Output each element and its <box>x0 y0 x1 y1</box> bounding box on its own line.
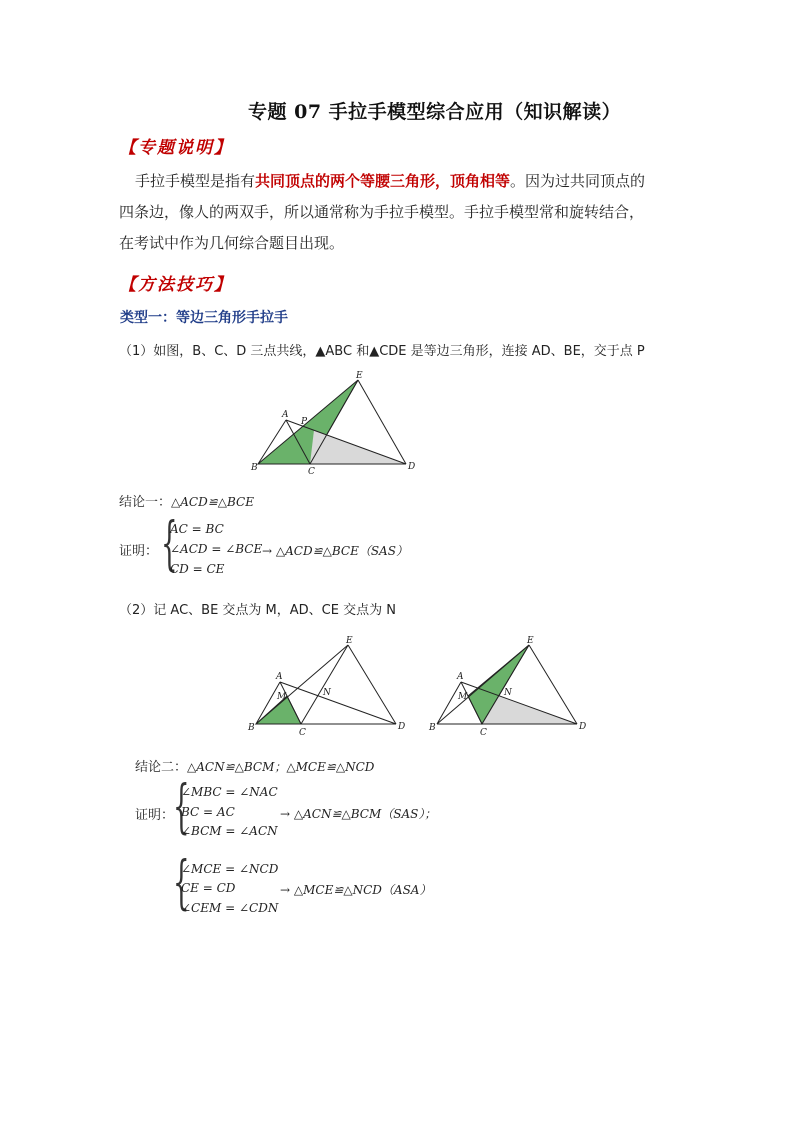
item-1-text: （1）如图，B、C、D 三点共线，▲ABC 和▲CDE 是等边三角形，连接 AD、BE，交于点 P <box>119 344 645 359</box>
fig3-label-d: D <box>579 722 587 732</box>
proof-2-label: 证明： <box>135 808 175 823</box>
intro-line-3: 在考试中作为几何综合题目出现。 <box>119 234 345 252</box>
figure-1-diagram <box>250 370 420 475</box>
proof-2b-line-2: CE = CD <box>181 881 236 895</box>
proof-2b-line-1: ∠MCE = ∠NCD <box>181 862 279 876</box>
fig1-label-p: P <box>301 417 308 427</box>
fig2-label-n: N <box>323 688 331 698</box>
proof-1-label: 证明： <box>119 544 159 559</box>
intro-line-1-post: 。因为过共同顶点的 <box>510 172 646 190</box>
section-heading-method: 【方法技巧】 <box>119 275 233 295</box>
fig3-label-a: A <box>457 672 464 682</box>
proof-2a-line-3: ∠BCM = ∠ACN <box>181 824 278 838</box>
fig1-label-c: C <box>308 467 315 475</box>
fig2-label-c: C <box>299 728 306 738</box>
intro-highlight: 共同顶点的两个等腰三角形，顶角相等 <box>255 172 511 190</box>
conclusion-2-formula: △ACN≌△BCM；△MCE≌△NCD <box>187 760 375 774</box>
proof-2a-line-1: ∠MBC = ∠NAC <box>181 785 278 799</box>
conclusion-1 <box>119 491 254 510</box>
conclusion-2-label: 结论二： <box>135 760 188 775</box>
conclusion-2 <box>135 756 374 775</box>
fig2-label-m: M <box>277 692 287 702</box>
fig1-label-e: E <box>356 371 363 381</box>
intro-line-1-pre: 手拉手模型是指有 <box>135 172 256 190</box>
proof-2a-result: → △ACN≌△BCM（SAS）； <box>280 807 437 821</box>
item-2-text: （2）记 AC、BE 交点为 M，AD、CE 交点为 N <box>119 603 396 618</box>
fig2-label-b: B <box>248 723 255 733</box>
fig3-label-n: N <box>504 688 512 698</box>
proof-2b-brace: { <box>173 848 190 916</box>
fig2-label-e: E <box>346 636 353 646</box>
proof-2b-line-3: ∠CEM = ∠CDN <box>181 901 279 915</box>
figure-2-diagram <box>243 635 413 740</box>
fig2-label-d: D <box>398 722 406 732</box>
proof-1-line-1: AC = BC <box>170 522 224 536</box>
proof-1-brace: { <box>161 509 178 577</box>
proof-1-result: → △ACD≌△BCE（SAS） <box>262 544 408 558</box>
fig3-label-m: M <box>458 692 468 702</box>
fig2-label-a: A <box>276 672 283 682</box>
fig1-label-b: B <box>251 463 258 473</box>
figure-3-diagram <box>424 635 594 740</box>
type-heading: 类型一：等边三角形手拉手 <box>120 310 288 326</box>
conclusion-1-label: 结论一： <box>119 495 172 510</box>
intro-line-2: 四条边，像人的两双手，所以通常称为手拉手模型。手拉手模型常和旋转结合， <box>119 203 645 221</box>
proof-2a-line-2: BC = AC <box>181 805 235 819</box>
intro-line-1 <box>135 166 645 197</box>
fig3-label-c: C <box>480 728 487 738</box>
proof-1-line-3: CD = CE <box>170 562 225 576</box>
conclusion-1-formula: △ACD≌△BCE <box>171 495 254 509</box>
proof-1-line-2: ∠ACD = ∠BCE <box>170 542 263 556</box>
proof-2a-brace: { <box>173 772 190 840</box>
fig1-label-d: D <box>408 462 416 472</box>
fig1-label-a: A <box>282 410 289 420</box>
proof-2b-result: → △MCE≌△NCD（ASA） <box>280 883 432 897</box>
page-title: 专题 07 手拉手模型综合应用（知识解读） <box>248 101 622 123</box>
section-heading-topic: 【专题说明】 <box>119 138 233 158</box>
fig3-label-b: B <box>429 723 436 733</box>
fig3-label-e: E <box>527 636 534 646</box>
